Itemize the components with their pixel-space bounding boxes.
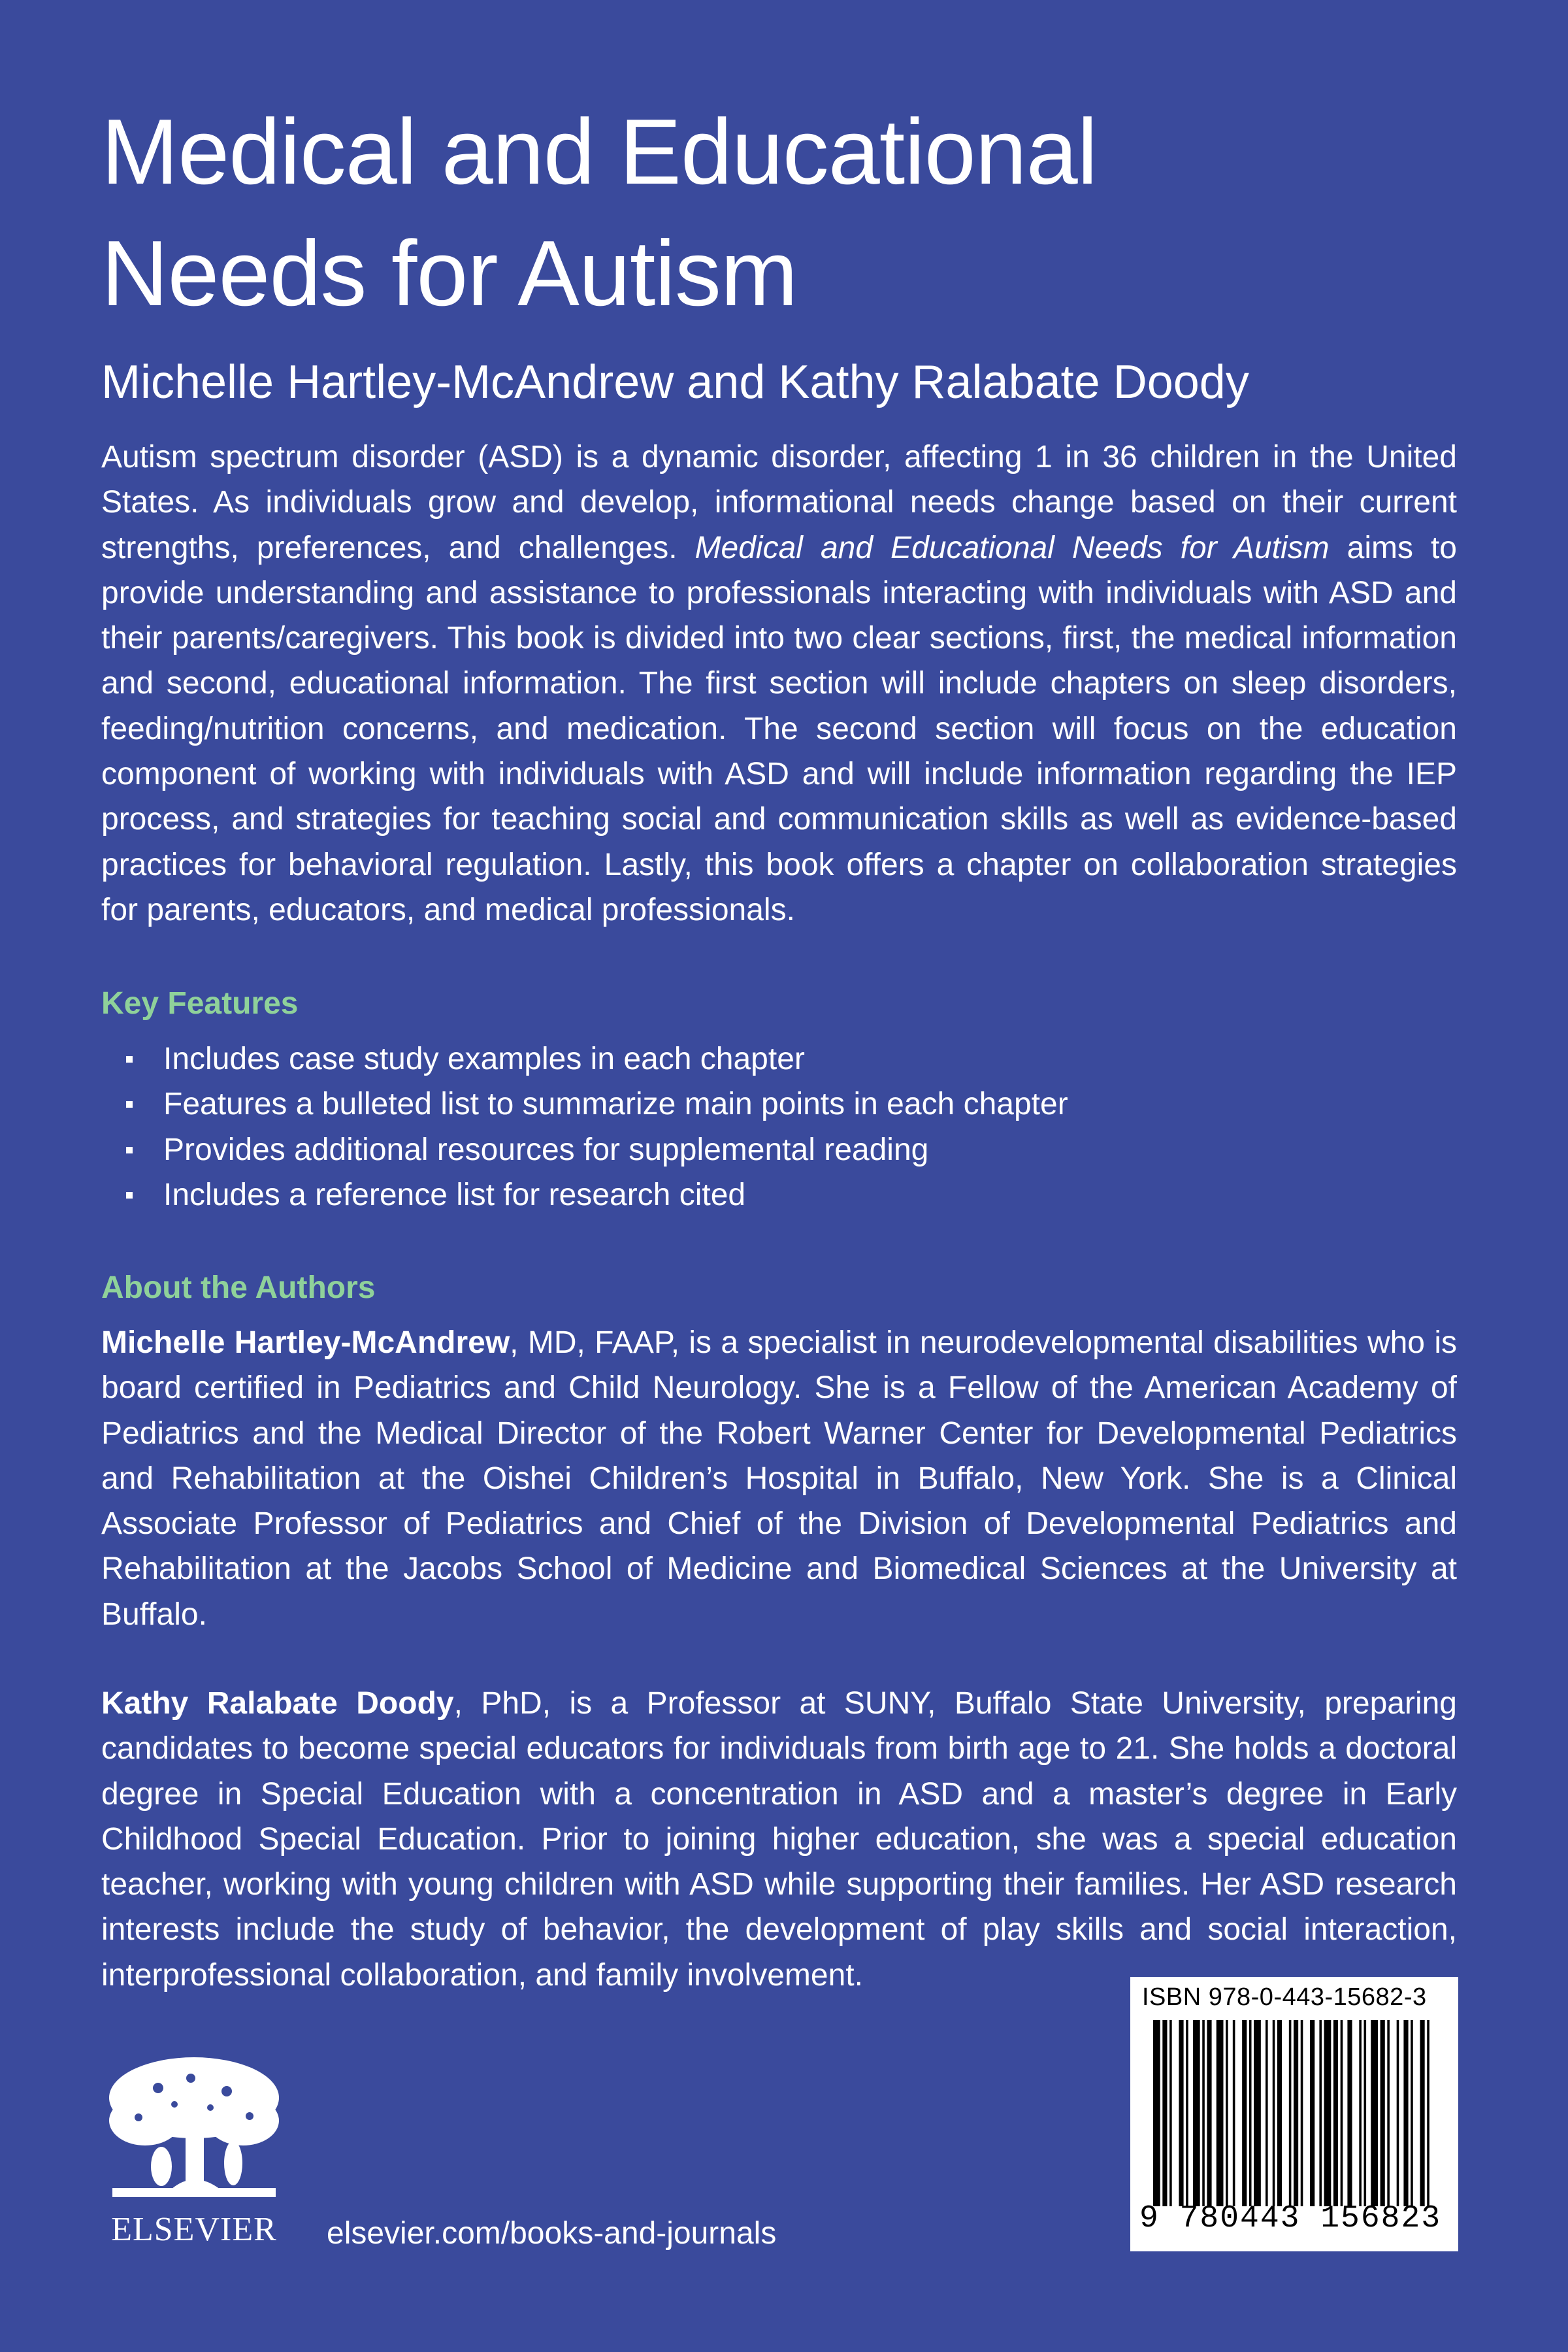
barcode-bar <box>1380 2020 1385 2206</box>
barcode-bar <box>1341 2020 1343 2206</box>
author-1-name: Michelle Hartley-McAndrew <box>101 1325 510 1360</box>
author-2-name: Kathy Ralabate Doody <box>101 1686 454 1721</box>
barcode-bar <box>1420 2020 1425 2206</box>
barcode-bar <box>1301 2020 1303 2206</box>
description-part-2: aims to provide understanding and assistance to professionals interacting with individuals with ASD and their parents/caregivers. This book is divided into two clear sections, first, the medical information and second, educational information. The first section will include chapters on sleep disorders, feeding/nutrition concerns, and medication. The second section will focus on the education component of working with individuals with ASD and will include information regarding the IEP process, and strategies for teaching social and communication skills as well as evidence-based practices for behavioral regulation. Lastly, this book offers a chapter on collaboration strategies for parents, educators, and medical professionals. <box>101 530 1457 927</box>
key-features-heading: Key Features <box>101 986 299 1021</box>
feature-text: Includes case study examples in each chapter <box>163 1042 805 1076</box>
description-part-1: Autism spectrum disorder (ASD) is a dynamic disorder, affecting 1 in 36 children in the United States. As individuals grow and develop, informational needs change based on their current strengths, preferences, and challenges. <box>101 440 1457 565</box>
author-2-bio-text: , PhD, is a Professor at SUNY, Buffalo State University, preparing candidates to become special educators for individuals from birth age to 21. She holds a doctoral degree in Special Education with a concentration in ASD and a master’s degree in Early Childhood Special Education. Prior to joining higher education, she was a special education teacher, working with young children with ASD while supporting their families. Her ASD research interests include the study of behavior, the development of play skills and social interaction, interprofessional collaboration, and family involvement. <box>101 1686 1458 1993</box>
barcode-bar <box>1427 2020 1429 2206</box>
publisher-website-link[interactable]: elsevier.com/books-and-journals <box>327 2216 777 2251</box>
barcode-bar <box>1179 2020 1183 2206</box>
feature-text: Includes a reference list for research cited <box>163 1177 746 1212</box>
elsevier-tree-logo-icon <box>99 2052 289 2209</box>
barcode-bar <box>1202 2020 1205 2206</box>
feature-text: Provides additional resources for supplemental reading <box>163 1132 929 1167</box>
barcode-bars-icon <box>1153 2020 1434 2206</box>
barcode-bar <box>1333 2020 1338 2206</box>
bullet-icon <box>126 1192 133 1199</box>
bullet-icon <box>126 1056 133 1063</box>
barcode-bar <box>1403 2020 1408 2206</box>
barcode-bar <box>1186 2020 1188 2206</box>
barcode-bar <box>1387 2020 1390 2206</box>
barcode-bar <box>1217 2020 1224 2206</box>
isbn-label: ISBN 978-0-443-15682-3 <box>1142 1983 1427 2011</box>
barcode-bar <box>1359 2020 1362 2206</box>
barcode-bar <box>1397 2020 1399 2206</box>
barcode-bar <box>1310 2020 1315 2206</box>
author-bio-2 <box>101 1681 1457 1998</box>
barcode-bar <box>1242 2020 1247 2206</box>
list-item <box>101 1172 1408 1217</box>
description-book-title: Medical and Educational Needs for Autism <box>694 530 1330 565</box>
barcode-bar <box>1226 2020 1228 2206</box>
list-item <box>101 1082 1408 1127</box>
barcode-bar <box>1249 2020 1252 2206</box>
isbn-barcode <box>1130 1977 1458 2251</box>
barcode-digits: 9 780443 156823 <box>1139 2201 1442 2236</box>
feature-text: Features a bulleted list to summarize main points in each chapter <box>163 1087 1068 1122</box>
bullet-icon <box>126 1147 133 1153</box>
key-features-list <box>101 1036 1408 1217</box>
title-line-2: Needs for Autism <box>101 222 798 325</box>
barcode-bar <box>1153 2020 1160 2206</box>
barcode-bar <box>1254 2020 1261 2206</box>
publisher-name: ELSEVIER <box>111 2211 277 2248</box>
book-title <box>101 91 1473 335</box>
author-bio-1 <box>101 1320 1457 1637</box>
barcode-bar <box>1371 2020 1378 2206</box>
barcode-bar <box>1289 2020 1292 2206</box>
about-authors-heading: About the Authors <box>101 1270 376 1305</box>
list-item <box>101 1127 1408 1172</box>
barcode-bar <box>1347 2020 1352 2206</box>
barcode-bar <box>1273 2020 1275 2206</box>
barcode-bar <box>1324 2020 1331 2206</box>
barcode-bar <box>1233 2020 1235 2206</box>
barcode-bar <box>1193 2020 1200 2206</box>
barcode-bar <box>1207 2020 1211 2206</box>
author-line: Michelle Hartley-McAndrew and Kathy Ralabate Doody <box>101 356 1249 408</box>
bullet-icon <box>126 1101 133 1108</box>
barcode-bar <box>1294 2020 1298 2206</box>
barcode-bar <box>1162 2020 1167 2206</box>
barcode-bar <box>1319 2020 1322 2206</box>
barcode-bar <box>1266 2020 1268 2206</box>
list-item <box>101 1036 1408 1082</box>
barcode-bar <box>1411 2020 1413 2206</box>
barcode-bar <box>1169 2020 1172 2206</box>
author-1-bio-text: , MD, FAAP, is a specialist in neurodevelopmental disabilities who is board certified in Pediatrics and Child Neurology. She is a Fellow of the American Academy of Pediatrics and the Medical Director of the Robert Warner Center for Developmental Pediatrics and Rehabilitation at the Oishei Children’s Hospital in Buffalo, New York. She is a Clinical Associate Professor of Pediatrics and Chief of the Division of Developmental Pediatrics and Rehabilitation at the Jacobs School of Medicine and Biomedical Sciences at the University at Buffalo. <box>101 1325 1457 1632</box>
barcode-bar <box>1364 2020 1367 2206</box>
barcode-bar <box>1277 2020 1282 2206</box>
title-line-1: Medical and Educational <box>101 100 1098 204</box>
book-description <box>101 435 1457 933</box>
